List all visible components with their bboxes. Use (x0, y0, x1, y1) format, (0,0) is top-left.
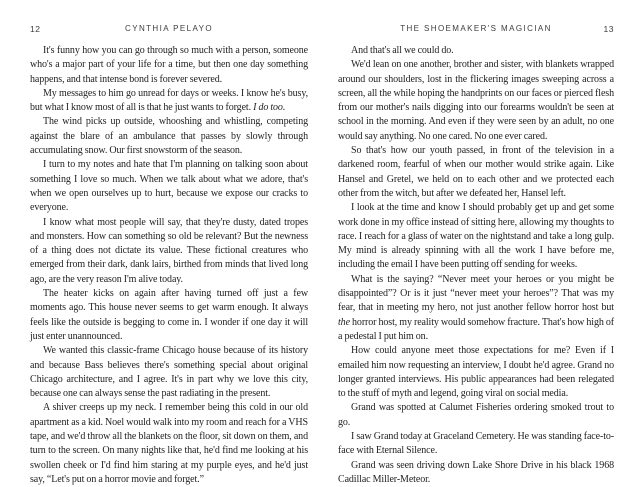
paragraph: My messages to him go unread for days or weeks. I know he's busy, but what I know most of all is that he just wants to forget. I do too. (30, 87, 308, 114)
left-page-header (30, 22, 308, 35)
paragraph: We wanted this classic-frame Chicago house because of its history and because Bass believes there's something special about original Chicago architecture, and I agree. It's in part why we love this city, because one can always sense the past radiating in the present. (30, 345, 308, 400)
paragraph: And that's all we could do. (351, 45, 454, 56)
paragraph: I turn to my notes and hate that I'm planning on talking soon about something I love so much. When we talk about what we adore, that's when we open ourselves up to hurt, because we expose our cracks to everyone. (30, 159, 308, 214)
paragraph: It's funny how you can go through so much with a person, someone who's a major part of your life for a time, but then one day something happens, and that intense bond is forever severed. (30, 45, 308, 85)
paragraph: A shiver creeps up my neck. I remember being this cold in our old apartment as a kid. Noel would walk into my room and reach for a VHS tape, and we'd throw all the blankets on the floor, sit down on them, and turn to the screen. On many nights like that, he'd find me looking at his swollen cheek or I'd find him staring at my purple eyes, and he'd just say, “Let's put on a horror movie and forget.” (30, 402, 308, 485)
left-page-body (30, 44, 308, 487)
paragraph: I saw Grand today at Graceland Cemetery. He was standing face-to-face with Eternal Silence. (338, 431, 614, 457)
paragraph: Grand was spotted at Calumet Fisheries ordering smoked trout to go. (338, 402, 614, 428)
left-page (30, 22, 308, 487)
right-page (338, 22, 614, 487)
right-page-header (338, 22, 614, 35)
right-page-body (338, 44, 614, 487)
paragraph: Grand was seen driving down Lake Shore Drive in his black 1968 Cadillac Miller-Meteor. (338, 459, 614, 485)
paragraph: I look at the time and know I should probably get up and get some work done in my office instead of sitting here, allowing my thoughts to race. I reach for a glass of water on the nightstand and take a long gulp. My mind is already spinning with all the work I have before me, including the email I have been putting off sending for weeks. (338, 202, 614, 271)
paragraph: So that's how our youth passed, in front of the television in a darkened room, fearful of when our mother would strike again. Like Hansel and Gretel, we held on to each other and we protected each other from the witch, but after we defeated her, Hansel left. (338, 145, 614, 199)
paragraph: The heater kicks on again after having turned off just a few moments ago. This house never seems to get warm enough. It always feels like the outside is begging to come in. I wonder if one day it will just enter unannounced. (30, 288, 308, 342)
left-running-head: CYNTHIA PELAYO (125, 24, 213, 33)
right-page-number: 13 (603, 24, 614, 34)
paragraph: How could anyone meet those expectations for me? Even if I emailed him now requesting an interview, I doubt he'd agree. Grand no longer granted interviews. His public appearances had been relegated to the stuff of myth and legend, going viral on social media. (338, 345, 614, 400)
right-running-head: THE SHOEMAKER'S MAGICIAN (400, 24, 552, 33)
paragraph: The wind picks up outside, whooshing and whistling, competing against the blare of an ambulance that passes by slowly through accumulating snow. Our first snowstorm of the season. (30, 116, 308, 157)
paragraph: We'd lean on one another, brother and sister, with blankets wrapped around our shoulders, lost in the flickering images sweeping across a screen, all the while hoping the handprints on our faces or pierced flesh from our mother's nails digging into our forearms wouldn't be seen at school in the morning. And even if they were seen by an adult, no one would say anything. No one cared. No one ever cared. (338, 59, 614, 142)
paragraph: I know what most people will say, that they're dusty, dated tropes and monsters. How can something so old be relevant? But the newness of a thing does not dictate its value. These fictional creatures who emerged from their dark, dank lairs, birthed from minds that lived long ago, are the very reason I'm alive today. (30, 216, 308, 285)
paragraph: What is the saying? “Never meet your heroes or you might be disappointed”? Or is it just “never meet your heroes”? That was my fear, that in meeting my hero, not just another fellow horror host but the horror host, my reality would somehow fracture. That's how high of a pedestal I put him on. (338, 273, 614, 342)
left-page-number: 12 (30, 24, 41, 34)
